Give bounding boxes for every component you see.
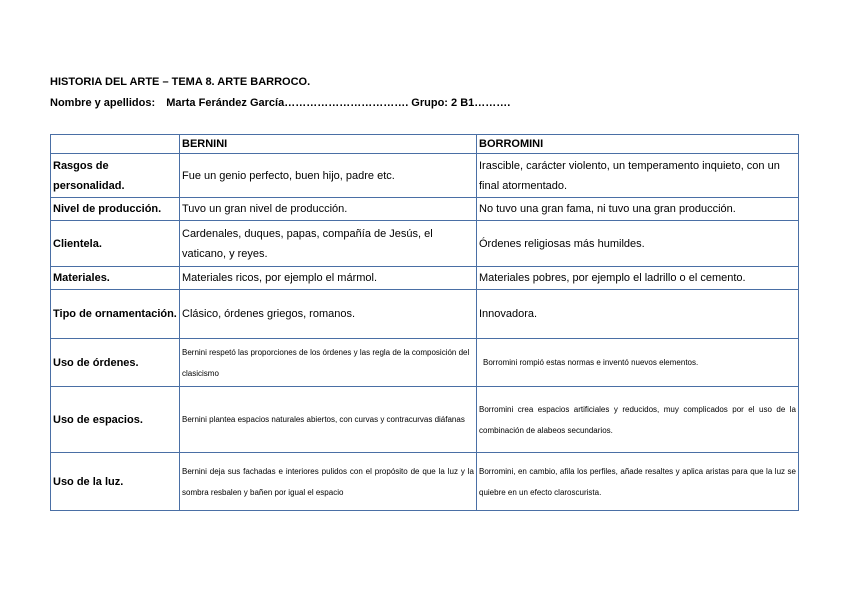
bernini-cell: Cardenales, duques, papas, compañía de Jesús, el vaticano, y reyes. (180, 221, 477, 267)
row-label: Tipo de ornamentación. (51, 290, 180, 339)
row-label: Uso de espacios. (51, 387, 180, 453)
student-line (50, 93, 510, 114)
header-cell-borromini: BORROMINI (477, 135, 799, 154)
table-row (51, 290, 799, 339)
borromini-cell: Órdenes religiosas más humildes. (477, 221, 799, 267)
table-row (51, 198, 799, 221)
document-title: HISTORIA DEL ARTE – TEMA 8. ARTE BARROCO. (50, 76, 311, 88)
table-row (51, 387, 799, 453)
table-row (51, 339, 799, 387)
bernini-cell: Fue un genio perfecto, buen hijo, padre etc. (180, 154, 477, 198)
bernini-cell: Clásico, órdenes griegos, romanos. (180, 290, 477, 339)
borromini-cell: Innovadora. (477, 290, 799, 339)
borromini-cell: Irascible, carácter violento, un temperamento inquieto, con un final atormentado. (477, 154, 799, 198)
bernini-cell: Bernini respetó las proporciones de los órdenes y las regla de la composición del clasicismo (180, 339, 477, 387)
borromini-cell: Borromini crea espacios artificiales y reducidos, muy complicados por el uso de la combinación de alabeos secundarios. (477, 387, 799, 453)
row-label: Materiales. (51, 267, 180, 290)
table-row (51, 267, 799, 290)
table-header-row (51, 135, 799, 154)
borromini-cell: Borromini, en cambio, afila los perfiles, añade resaltes y aplica aristas para que la luz se quiebre en un efecto claroscurista. (477, 453, 799, 511)
bernini-cell: Tuvo un gran nivel de producción. (180, 198, 477, 221)
bernini-cell: Bernini plantea espacios naturales abiertos, con curvas y contracurvas diáfanas (180, 387, 477, 453)
borromini-cell: No tuvo una gran fama, ni tuvo una gran producción. (477, 198, 799, 221)
document-header (50, 72, 510, 114)
row-label: Nivel de producción. (51, 198, 180, 221)
bernini-cell: Bernini deja sus fachadas e interiores pulidos con el propósito de que la luz y la sombra resbalen y bañen por igual el espacio (180, 453, 477, 511)
header-cell-empty (51, 135, 180, 154)
header-cell-bernini: BERNINI (180, 135, 477, 154)
comparison-table (50, 134, 799, 511)
table-row (51, 221, 799, 267)
row-label: Uso de la luz. (51, 453, 180, 511)
row-label: Uso de órdenes. (51, 339, 180, 387)
bernini-cell: Materiales ricos, por ejemplo el mármol. (180, 267, 477, 290)
name-value: Marta Ferández García……………………………. Grupo: 2 B1………. (166, 97, 511, 109)
row-label: Rasgos de personalidad. (51, 154, 180, 198)
table-row (51, 453, 799, 511)
borromini-cell-text: Borromini rompió estas normas e inventó nuevos elementos. (483, 358, 699, 367)
row-label: Clientela. (51, 221, 180, 267)
table-row (51, 154, 799, 198)
borromini-cell: Materiales pobres, por ejemplo el ladrillo o el cemento. (477, 267, 799, 290)
borromini-cell (477, 339, 799, 387)
name-label: Nombre y apellidos: (50, 97, 156, 109)
